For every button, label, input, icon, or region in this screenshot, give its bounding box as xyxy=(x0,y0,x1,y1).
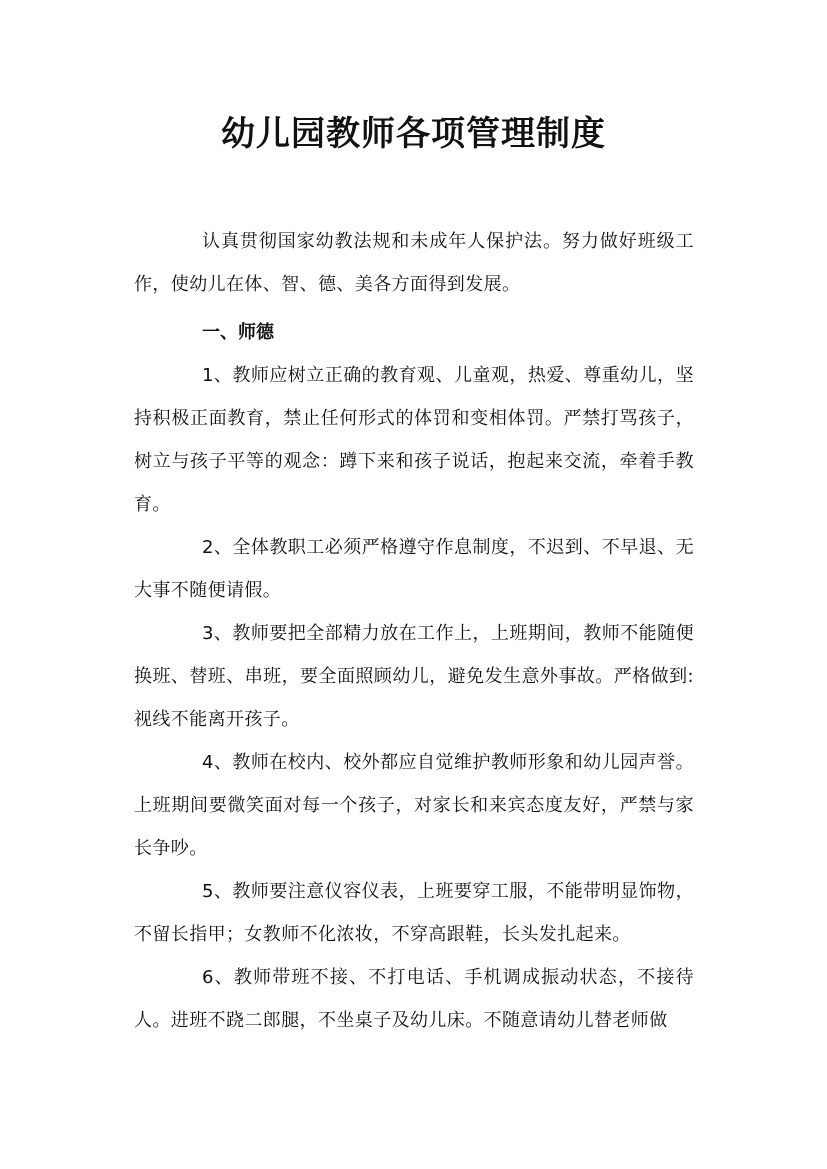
rule-item-3: 3、教师要把全部精力放在工作上，上班期间，教师不能随便换班、替班、串班，要全面照顾幼儿，避免发生意外事故。严格做到:视线不能离开孩子。 xyxy=(134,623,694,730)
rule-item-2: 2、全体教职工必须严格遵守作息制度，不迟到、不早退、无大事不随便请假。 xyxy=(134,537,694,601)
rule-item-1: 1、教师应树立正确的教育观、儿童观，热爱、尊重幼儿，坚持积极正面教育，禁止任何形式的体罚和变相体罚。严禁打骂孩子，树立与孩子平等的观念：蹲下来和孩子说话，抱起来交流，牵着手教育。 xyxy=(134,365,694,515)
document-title: 幼儿园教师各项管理制度 xyxy=(221,114,606,154)
intro-paragraph: 认真贯彻国家幼教法规和未成年人保护法。努力做好班级工作，使幼儿在体、智、德、美各方面得到发展。 xyxy=(134,231,694,295)
section-heading-teacher-ethics: 一、师德 xyxy=(202,322,274,343)
rule-item-5: 5、教师要注意仪容仪表，上班要穿工服，不能带明显饰物，不留长指甲；女教师不化浓妆，不穿高跟鞋，长头发扎起来。 xyxy=(134,881,694,945)
document-body xyxy=(134,220,694,1042)
rule-item-4: 4、教师在校内、校外都应自觉维护教师形象和幼儿园声誉。上班期间要微笑面对每一个孩子，对家长和来宾态度友好，严禁与家长争吵。 xyxy=(134,752,694,859)
rule-item-6: 6、教师带班不接、不打电话、手机调成振动状态，不接待人。进班不跷二郎腿，不坐桌子及幼儿床。不随意请幼儿替老师做 xyxy=(134,967,694,1031)
